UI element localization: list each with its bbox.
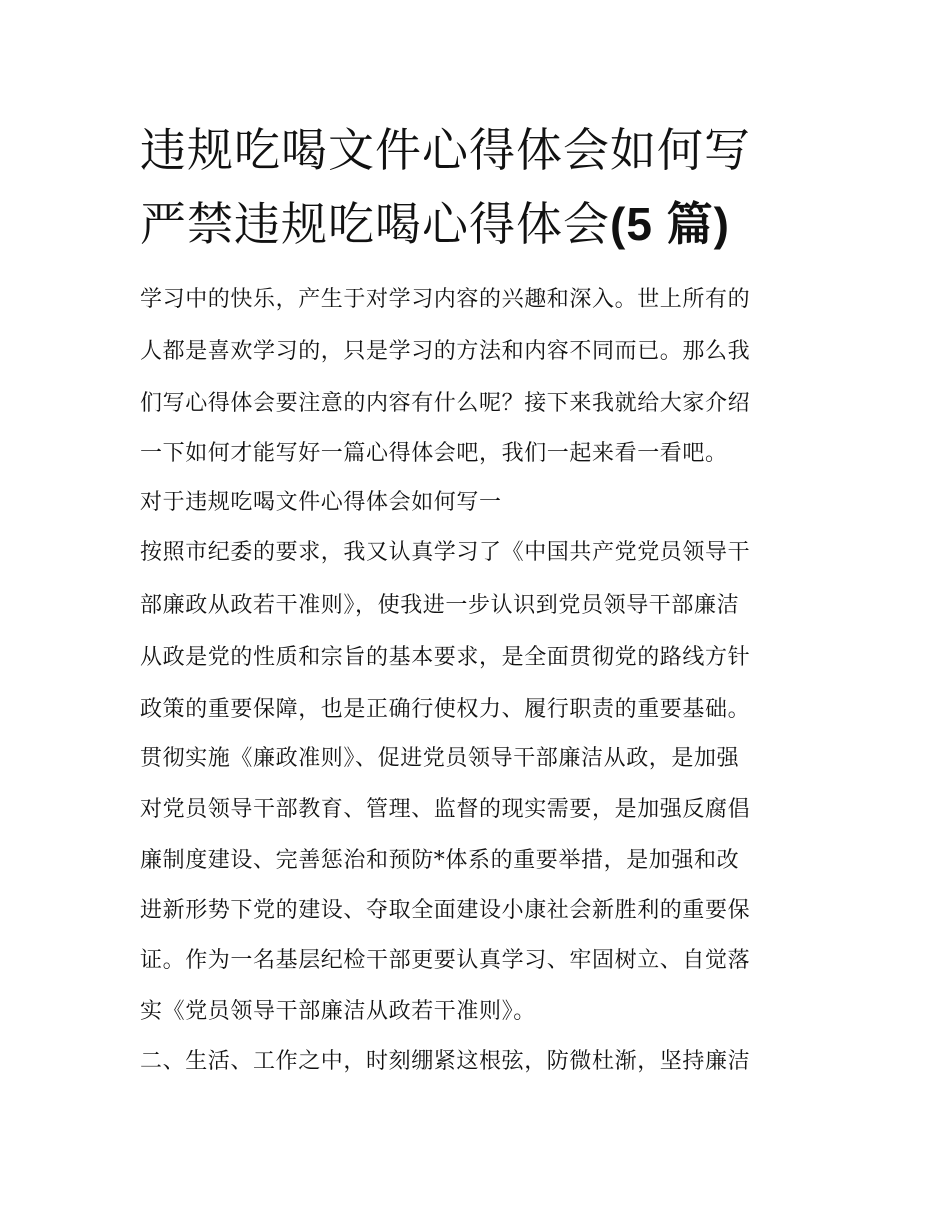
section-heading: 对于违规吃喝文件心得体会如何写一 bbox=[140, 490, 502, 515]
body-line: 廉制度建设、完善惩治和预防*体系的重要举措，是加强和改 bbox=[140, 848, 740, 873]
title-line-2: 严禁违规吃喝心得体会 bbox=[140, 197, 610, 251]
title-count: (5 篇) bbox=[610, 198, 730, 250]
document-title bbox=[140, 113, 830, 261]
body-line: 进新形势下党的建设、夺取全面建设小康社会新胜利的重要保 bbox=[140, 898, 751, 923]
intro-line: 们写心得体会要注意的内容有什么呢？接下来我就给大家介绍 bbox=[140, 391, 751, 416]
body-line: 实《党员领导干部廉洁从政若干准则》。 bbox=[140, 999, 536, 1024]
intro-line: 学习中的快乐，产生于对学习内容的兴趣和深入。世上所有的 bbox=[140, 287, 751, 312]
intro-line: 人都是喜欢学习的，只是学习的方法和内容不同而已。那么我 bbox=[140, 339, 751, 364]
body-line: 政策的重要保障，也是正确行使权力、履行职责的重要基础。 bbox=[140, 697, 751, 722]
body-line-last: 二、生活、工作之中，时刻绷紧这根弦，防微杜渐，坚持廉洁 bbox=[140, 1049, 751, 1074]
body-line: 对党员领导干部教育、管理、监督的现实需要，是加强反腐倡 bbox=[140, 797, 751, 822]
intro-line: 一下如何才能写好一篇心得体会吧，我们一起来看一看吧。 bbox=[140, 441, 728, 466]
body-line: 从政是党的性质和宗旨的基本要求，是全面贯彻党的路线方针 bbox=[140, 645, 751, 670]
body-line: 部廉政从政若干准则》，使我进一步认识到党员领导干部廉洁 bbox=[140, 593, 740, 618]
body-line: 证。作为一名基层纪检干部更要认真学习、牢固树立、自觉落 bbox=[140, 948, 751, 973]
body-line: 贯彻实施《廉政准则》、促进党员领导干部廉洁从政，是加强 bbox=[140, 746, 740, 771]
title-line-1: 违规吃喝文件心得体会如何写 bbox=[140, 123, 751, 177]
body-line: 按照市纪委的要求，我又认真学习了《中国共产党党员领导干 bbox=[140, 540, 751, 565]
